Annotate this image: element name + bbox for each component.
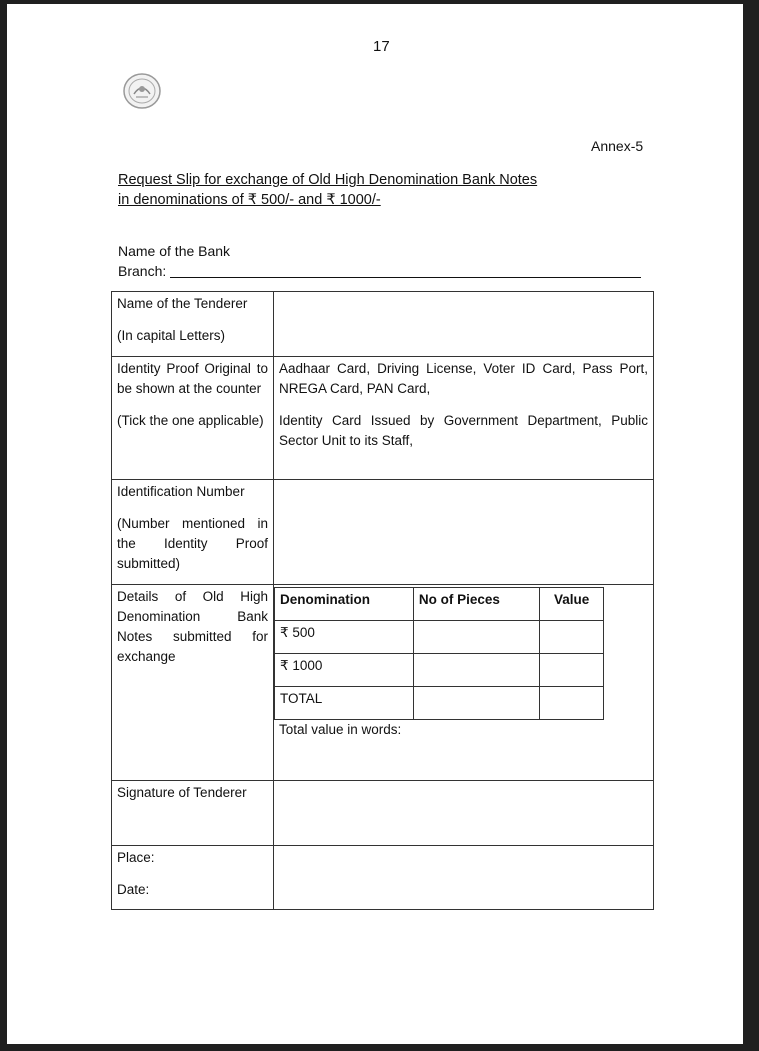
tenderer-label: Name of the Tenderer: [117, 296, 248, 311]
total-pieces-field[interactable]: [413, 687, 540, 720]
denom-1000-pieces-field[interactable]: [413, 654, 540, 687]
idnum-sublabel: (Number mentioned in the Identity Proof submitted): [117, 516, 268, 571]
signature-label: Signature of Tenderer: [117, 785, 247, 800]
idproof-label: Identity Proof Original to be shown at the counter: [117, 361, 268, 396]
details-cell: [274, 585, 654, 781]
denomination-table: [274, 587, 604, 720]
total-value-field[interactable]: [540, 687, 604, 720]
title-line-2: in denominations of ₹ 500/- and ₹ 1000/-: [118, 192, 381, 208]
denomination-header: Denomination: [275, 588, 414, 621]
signature-field[interactable]: [274, 781, 654, 846]
request-form-table: [111, 291, 654, 910]
denom-500-value-field[interactable]: [540, 621, 604, 654]
annex-label: Annex-5: [591, 138, 644, 154]
bank-branch-label: [118, 241, 230, 281]
denom-1000-label: ₹ 1000: [275, 654, 414, 687]
idnum-field[interactable]: [274, 480, 654, 585]
bank-label-line-2: Branch:: [118, 263, 167, 279]
denom-500-pieces-field[interactable]: [413, 621, 540, 654]
denom-500-label: ₹ 500: [275, 621, 414, 654]
idproof-label-cell: [112, 357, 274, 480]
branch-input-line[interactable]: [170, 277, 641, 278]
date-label: Date:: [117, 882, 150, 897]
bank-label-line-1: Name of the Bank: [118, 243, 231, 259]
tenderer-label-cell: [112, 292, 274, 357]
document-page: [7, 4, 743, 1044]
idnum-label: Identification Number: [117, 484, 245, 499]
details-label-cell: [112, 585, 274, 781]
title-line-1: Request Slip for exchange of Old High Denomination Bank Notes: [118, 172, 538, 188]
denom-1000-value-field[interactable]: [540, 654, 604, 687]
pieces-header: No of Pieces: [413, 588, 540, 621]
idnum-label-cell: [112, 480, 274, 585]
form-title: [118, 170, 537, 210]
place-label: Place:: [117, 850, 155, 865]
tenderer-sublabel: (In capital Letters): [117, 328, 226, 343]
total-label: TOTAL: [275, 687, 414, 720]
signature-label-cell: [112, 781, 274, 846]
total-value-in-words-label: Total value in words:: [279, 722, 402, 737]
value-header: Value: [540, 588, 604, 621]
idproof-option-2[interactable]: Identity Card Issued by Government Department, Public Sector Unit to its Staff,: [279, 413, 648, 448]
place-date-label-cell: [112, 846, 274, 910]
tenderer-name-field[interactable]: [274, 292, 654, 357]
details-label: Details of Old High Denomination Bank Notes submitted for exchange: [117, 589, 268, 664]
place-date-field[interactable]: [274, 846, 654, 910]
page-number: 17: [373, 38, 390, 55]
idproof-option-1[interactable]: Aadhaar Card, Driving License, Voter ID Card, Pass Port, NREGA Card, PAN Card,: [279, 361, 648, 396]
idproof-sublabel: (Tick the one applicable): [117, 413, 264, 428]
rbi-seal-logo: [122, 72, 162, 110]
idproof-options-cell: [274, 357, 654, 480]
